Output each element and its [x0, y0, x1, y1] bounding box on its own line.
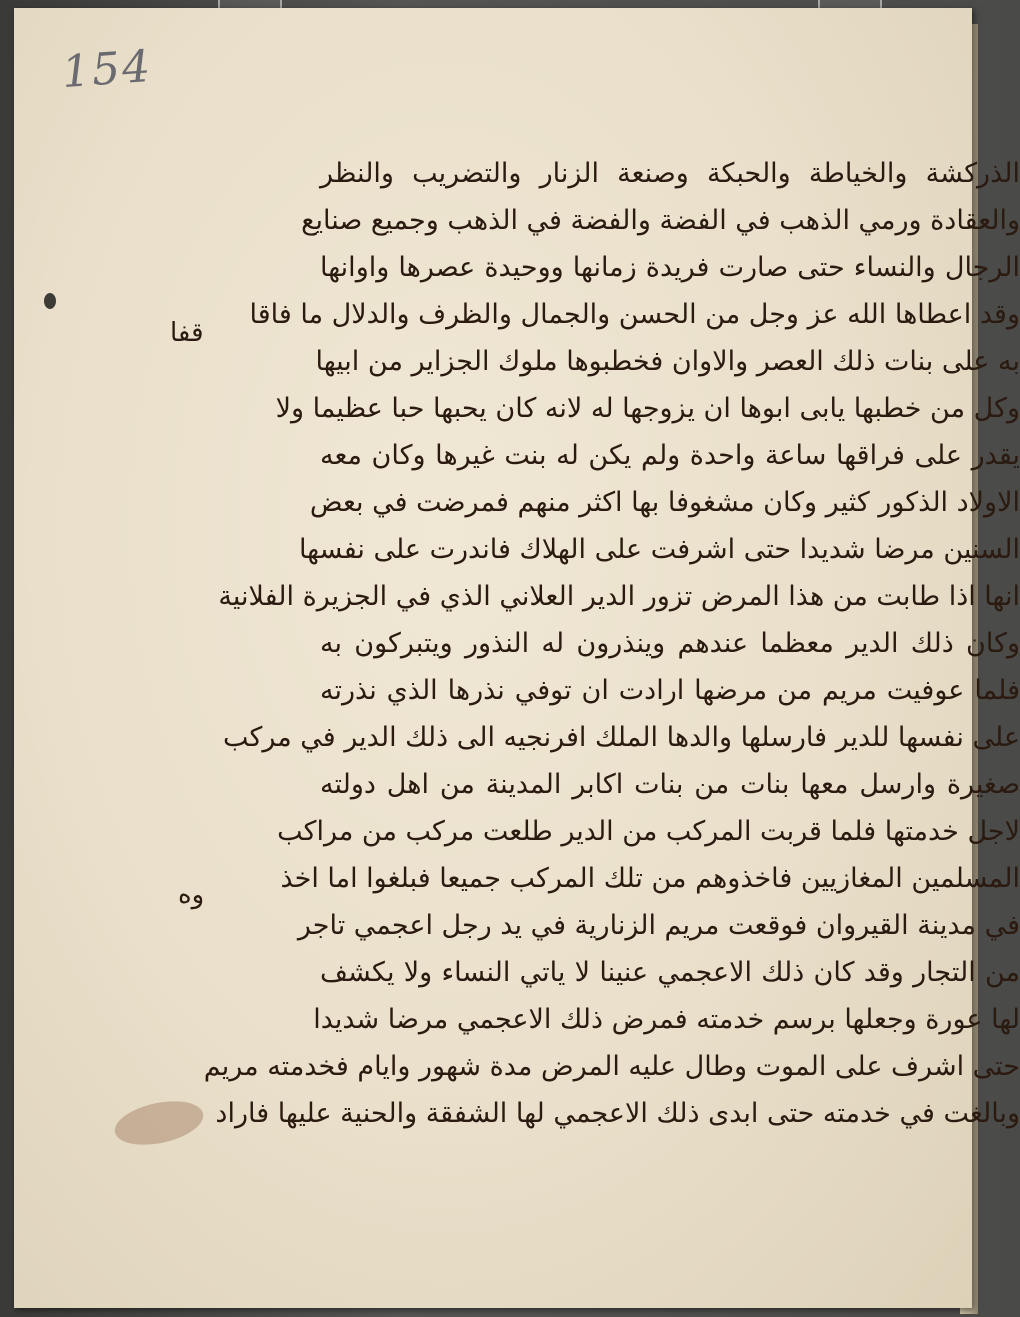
text-line: في مدينة القيروان فوقعت مريم الزنارية في يد رجل اعجمي تاجر — [297, 910, 1020, 941]
text-line: الذركشة والخياطة والحبكة وصنعة الزنار والتضريب والنظر — [320, 158, 1020, 189]
text-line: حتى اشرف على الموت وطال عليه المرض مدة شهور وايام فخدمته مريم — [203, 1051, 1020, 1082]
folio-number: 154 — [60, 40, 154, 99]
stain-mark — [111, 1094, 207, 1152]
text-line: والعقادة ورمي الذهب في الفضة والفضة في الذهب وجميع صنايع — [301, 205, 1020, 236]
manuscript-text — [203, 150, 1020, 1137]
text-line: لها عورة وجعلها برسم خدمته فمرض ذلك الاعجمي مرضا شديدا — [313, 1004, 1020, 1035]
text-line: وكان ذلك الدير معظما عندهم وينذرون له النذور ويتبركون به — [320, 628, 1020, 659]
text-line: الرجال والنساء حتى صارت فريدة زمانها ووحيدة عصرها واوانها — [320, 252, 1020, 283]
text-line: على نفسها للدير فارسلها والدها الملك افرنجيه الى ذلك الدير في مركب — [222, 722, 1020, 753]
text-line: السنين مرضا شديدا حتى اشرفت على الهلاك فاندرت على نفسها — [298, 534, 1020, 565]
text-line: يقدر على فراقها ساعة واحدة ولم يكن له بنت غيرها وكان معه — [320, 440, 1020, 471]
text-line: من التجار وقد كان ذلك الاعجمي عنينا لا ياتي النساء ولا يكشف — [320, 957, 1020, 988]
margin-note: قفا — [170, 318, 204, 348]
text-line: الاولاد الذكور كثير وكان مشغوفا بها اكثر منهم فمرضت في بعض — [309, 487, 1020, 518]
text-line: وبالغت في خدمته حتى ابدى ذلك الاعجمي لها الشفقة والحنية عليها فاراد — [215, 1098, 1020, 1129]
ink-spot — [44, 293, 56, 309]
text-line: فلما عوفيت مريم من مرضها ارادت ان توفي نذرها الذي نذرته — [320, 675, 1020, 706]
text-line: به على بنات ذلك العصر والاوان فخطبوها ملوك الجزاير من ابيها — [315, 346, 1020, 377]
text-line: وكل من خطبها يابى ابوها ان يزوجها له لانه كان يحبها حبا عظيما ولا — [275, 393, 1020, 424]
text-line: وقد اعطاها الله عز وجل من الحسن والجمال والظرف والدلال ما فاقا — [249, 299, 1020, 330]
text-line: صغيرة وارسل معها بنات من بنات اكابر المدينة من اهل دولته — [320, 769, 1020, 800]
text-line: انها اذا طابت من هذا المرض تزور الدير العلاني الذي في الجزيرة الفلانية — [218, 581, 1020, 612]
margin-note: وه — [178, 880, 205, 910]
text-line: المسلمين المغازيين فاخذوهم من تلك المركب جميعا فبلغوا اما اخذ — [280, 863, 1020, 894]
text-line: لاجل خدمتها فلما قربت المركب من الدير طلعت مركب من مراكب — [277, 816, 1020, 847]
